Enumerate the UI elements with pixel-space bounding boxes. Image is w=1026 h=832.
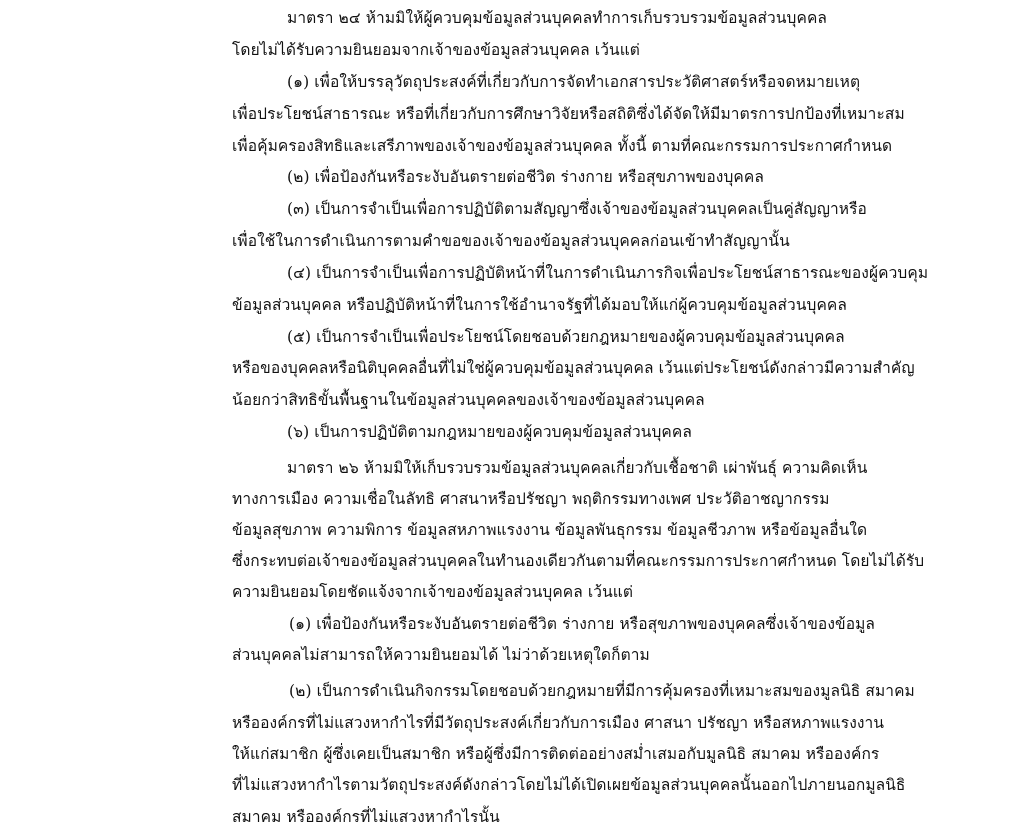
section-26-line: ข้อมูลสุขภาพ ความพิการ ข้อมูลสหภาพแรงงาน ข้อมูลพันธุกรรม ข้อมูลชีวภาพ หรือข้อมูลอื่นใด [232,521,868,539]
section-24-item-1: (๑) เพื่อให้บรรลุวัตถุประสงค์ที่เกี่ยวกับการจัดทำเอกสารประวัติศาสตร์หรือจดหมายเหตุ [287,73,861,91]
section-26-line: หรือองค์กรที่ไม่แสวงหากำไรที่มีวัตถุประสงค์เกี่ยวกับการเมือง ศาสนา ปรัชญา หรือสหภาพแรงงาน [232,714,885,732]
section-26-line: ซึ่งกระทบต่อเจ้าของข้อมูลส่วนบุคคลในทำนองเดียวกันตามที่คณะกรรมการประกาศกำหนด โดยไม่ได้รับ [232,552,925,570]
section-24-line: เพื่อคุ้มครองสิทธิและเสรีภาพของเจ้าของข้อมูลส่วนบุคคล ทั้งนี้ ตามที่คณะกรรมการประกาศกำหนด [232,137,893,155]
section-26-line: สมาคม หรือองค์กรที่ไม่แสวงหากำไรนั้น [232,808,500,826]
section-26-line: ที่ไม่แสวงหากำไรตามวัตถุประสงค์ดังกล่าวโดยไม่ได้เปิดเผยข้อมูลส่วนบุคคลนั้นออกไปภายนอกมูลนิธิ [232,776,906,794]
section-26-line: ให้แก่สมาชิก ผู้ซึ่งเคยเป็นสมาชิก หรือผู้ซึ่งมีการติดต่ออย่างสม่ำเสมอกับมูลนิธิ สมาคม หรือองค์กร [232,745,880,763]
section-24-line: น้อยกว่าสิทธิขั้นพื้นฐานในข้อมูลส่วนบุคคลของเจ้าของข้อมูลส่วนบุคคล [232,391,705,409]
section-26-heading-line: มาตรา ๒๖ ห้ามมิให้เก็บรวบรวมข้อมูลส่วนบุคคลเกี่ยวกับเชื้อชาติ เผ่าพันธุ์ ความคิดเห็น [287,459,868,477]
section-24-line: เพื่อประโยชน์สาธารณะ หรือที่เกี่ยวกับการศึกษาวิจัยหรือสถิติซึ่งได้จัดให้มีมาตรการปกป้องที่เหมาะสม [232,105,905,123]
section-24-item-4: (๔) เป็นการจำเป็นเพื่อการปฏิบัติหน้าที่ในการดำเนินภารกิจเพื่อประโยชน์สาธารณะของผู้ควบคุม [287,264,929,282]
section-24-line: เพื่อใช้ในการดำเนินการตามคำขอของเจ้าของข้อมูลส่วนบุคคลก่อนเข้าทำสัญญานั้น [232,232,790,250]
section-24-line: หรือของบุคคลหรือนิติบุคคลอื่นที่ไม่ใช่ผู้ควบคุมข้อมูลส่วนบุคคล เว้นแต่ประโยชน์ดังกล่าวมีความสำคัญ [232,359,915,377]
section-24-line: ข้อมูลส่วนบุคคล หรือปฏิบัติหน้าที่ในการใช้อำนาจรัฐที่ได้มอบให้แก่ผู้ควบคุมข้อมูลส่วนบุคคล [232,296,847,314]
section-24-line: โดยไม่ได้รับความยินยอมจากเจ้าของข้อมูลส่วนบุคคล เว้นแต่ [232,41,640,59]
section-26-line: ส่วนบุคคลไม่สามารถให้ความยินยอมได้ ไม่ว่าด้วยเหตุใดก็ตาม [232,646,650,664]
section-26-item-2: (๒) เป็นการดำเนินกิจกรรมโดยชอบด้วยกฎหมายที่มีการคุ้มครองที่เหมาะสมของมูลนิธิ สมาคม [289,682,915,700]
section-24-item-3: (๓) เป็นการจำเป็นเพื่อการปฏิบัติตามสัญญาซึ่งเจ้าของข้อมูลส่วนบุคคลเป็นคู่สัญญาหรือ [287,200,867,218]
section-24-item-2: (๒) เพื่อป้องกันหรือระงับอันตรายต่อชีวิต ร่างกาย หรือสุขภาพของบุคคล [287,168,764,186]
section-24-item-5: (๕) เป็นการจำเป็นเพื่อประโยชน์โดยชอบด้วยกฎหมายของผู้ควบคุมข้อมูลส่วนบุคคล [287,328,845,346]
section-26-line: ทางการเมือง ความเชื่อในลัทธิ ศาสนาหรือปรัชญา พฤติกรรมทางเพศ ประวัติอาชญากรรม [232,490,830,508]
section-24-heading-line: มาตรา ๒๔ ห้ามมิให้ผู้ควบคุมข้อมูลส่วนบุคคลทำการเก็บรวบรวมข้อมูลส่วนบุคคล [287,9,828,27]
section-26-item-1: (๑) เพื่อป้องกันหรือระงับอันตรายต่อชีวิต ร่างกาย หรือสุขภาพของบุคคลซึ่งเจ้าของข้อมูล [289,615,876,633]
section-24-item-6: (๖) เป็นการปฏิบัติตามกฎหมายของผู้ควบคุมข้อมูลส่วนบุคคล [287,423,692,441]
section-26-line: ความยินยอมโดยชัดแจ้งจากเจ้าของข้อมูลส่วนบุคคล เว้นแต่ [232,583,634,601]
